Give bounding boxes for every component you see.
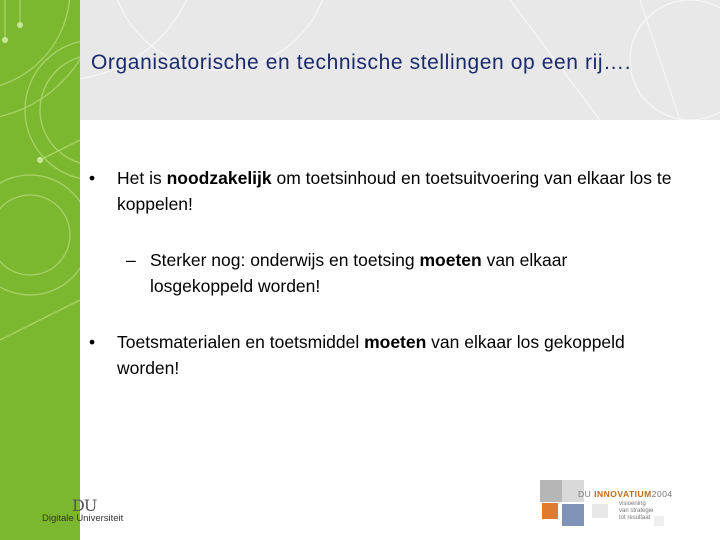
bullet-emphasis: moeten <box>419 250 482 270</box>
tagline-line: van strategie <box>619 508 654 514</box>
innovatium-tagline <box>619 501 679 522</box>
bullet-emphasis: noodzakelijk <box>166 168 272 188</box>
tagline-line: visioening <box>619 501 646 507</box>
bullet-text: Het is <box>117 168 167 188</box>
circuit-pattern-icon <box>0 0 80 540</box>
tagline-line: tot resultaat <box>619 515 651 521</box>
innovatium-prefix: DU <box>578 489 592 499</box>
innovatium-name: INNOVATIUM <box>594 489 652 499</box>
left-decor-band <box>0 0 80 540</box>
bullet-item <box>89 165 677 217</box>
bullet-text: van elkaar los gekoppeld worden! <box>117 332 625 378</box>
du-innovatium-logo <box>540 478 720 540</box>
logo-square-orange <box>542 503 558 519</box>
corner-decoration <box>654 516 664 526</box>
innovatium-wordmark <box>578 489 673 499</box>
bullet-text: om toetsinhoud en toetsuitvoering van elkaar los te koppelen! <box>117 168 672 214</box>
digitale-universiteit-logo <box>28 496 128 530</box>
logo-square-blue <box>562 504 584 526</box>
logo-square-pale <box>592 504 608 518</box>
innovatium-year: 2004 <box>651 489 673 499</box>
bullet-text: van elkaar losgekoppeld worden! <box>150 250 568 296</box>
logo-square-grey <box>540 480 562 502</box>
du-logo-mark: DU <box>72 496 97 515</box>
bullet-item <box>89 329 677 381</box>
slide-title: Organisatorische en technische stellingen op een rij…. <box>91 51 632 74</box>
sub-bullet-item <box>126 247 670 299</box>
bullet-marker: • <box>89 168 96 188</box>
bullet-marker: • <box>89 332 96 352</box>
bullet-text: Toetsmaterialen en toetsmiddel <box>117 332 365 352</box>
du-logo-name: Digitale Universiteit <box>42 513 124 524</box>
dash-marker: – <box>126 250 136 270</box>
bullet-text: Sterker nog: onderwijs en toetsing <box>150 250 420 270</box>
bullet-emphasis: moeten <box>364 332 427 352</box>
